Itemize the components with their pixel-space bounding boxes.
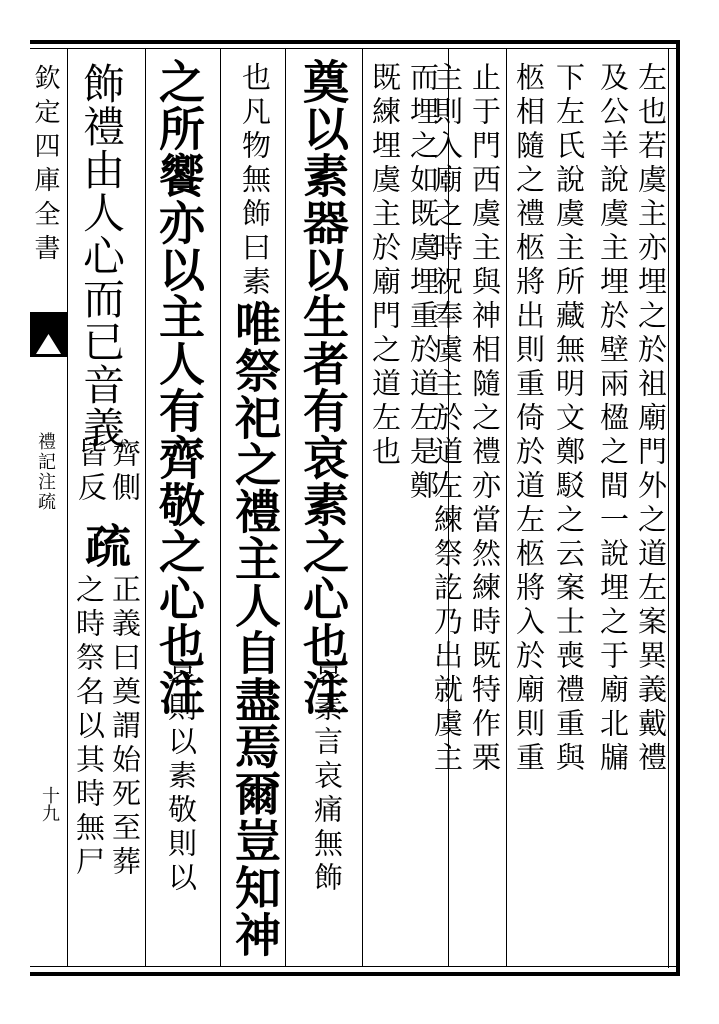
commentary-column-6: 主則入廟之時祝奉虞主於道左練祭訖乃出就虞主 — [430, 62, 464, 776]
commentary-column-8: 既練埋虞主於廟門之道左也 — [368, 62, 402, 470]
column-divider — [506, 48, 507, 966]
column-divider — [362, 48, 363, 966]
main-text-column-11: 之所饗亦以主人有齊敬之心也注 — [152, 58, 206, 716]
subcommentary-column-a: 正義曰奠謂始死至葬 — [108, 574, 142, 880]
margin-divider — [67, 48, 68, 966]
column-divider — [145, 48, 146, 966]
main-text-column-12: 飾禮由人心而已音義 — [77, 62, 126, 449]
commentary-column-1: 左也若虞主亦埋之於祖廟門外之道左案異義戴禮 — [634, 62, 668, 776]
frame-right-inner-border — [668, 48, 669, 968]
frame-top-border — [30, 40, 680, 44]
frame-right-border — [676, 40, 680, 976]
commentary-column-7: 而埋之如既虞埋重於道左是鄭 — [406, 62, 440, 504]
book-title: 欽定四庫全書 — [30, 64, 60, 268]
main-text-column-9: 奠以素器以生者有哀素之心也注 — [296, 58, 350, 716]
note-column-11: 哀則以素敬則以 — [164, 658, 198, 896]
commentary-column-3: 下左氏說虞主所藏無明文鄭駁之云案士喪禮重與 — [552, 62, 586, 776]
page-number: 十九 — [39, 786, 60, 822]
subcommentary-column-b: 之時祭名以其時無尸 — [72, 574, 106, 880]
column-divider — [220, 48, 221, 966]
main-text-column-10: 唯祭祀之禮主人自盡焉爾豈知神 — [228, 300, 282, 958]
pronunciation-note-a: 齊側 — [108, 438, 142, 506]
subcommentary-marker: 疏 — [78, 522, 132, 569]
frame-bottom-inner-border — [30, 966, 680, 967]
frame-bottom-border — [30, 972, 680, 976]
section-title: 禮記注疏 — [35, 432, 56, 512]
fish-tail-ornament — [30, 312, 67, 357]
note-column-10: 也凡物無飾曰素 — [238, 62, 272, 300]
commentary-column-5: 止于門西虞主與神相隨之禮亦當然練時既特作栗 — [468, 62, 502, 776]
commentary-column-4: 柩相隨之禮柩將出則重倚於道左柩將入於廟則重 — [512, 62, 546, 776]
pronunciation-note-b: 皆反 — [74, 438, 108, 506]
commentary-column-2: 及公羊說虞主埋於壁兩楹之間一說埋之于廟北牖 — [596, 62, 630, 776]
column-divider — [285, 48, 286, 966]
note-column-9: 哀素言哀痛無飾 — [310, 658, 344, 896]
frame-top-inner-border — [30, 48, 680, 49]
